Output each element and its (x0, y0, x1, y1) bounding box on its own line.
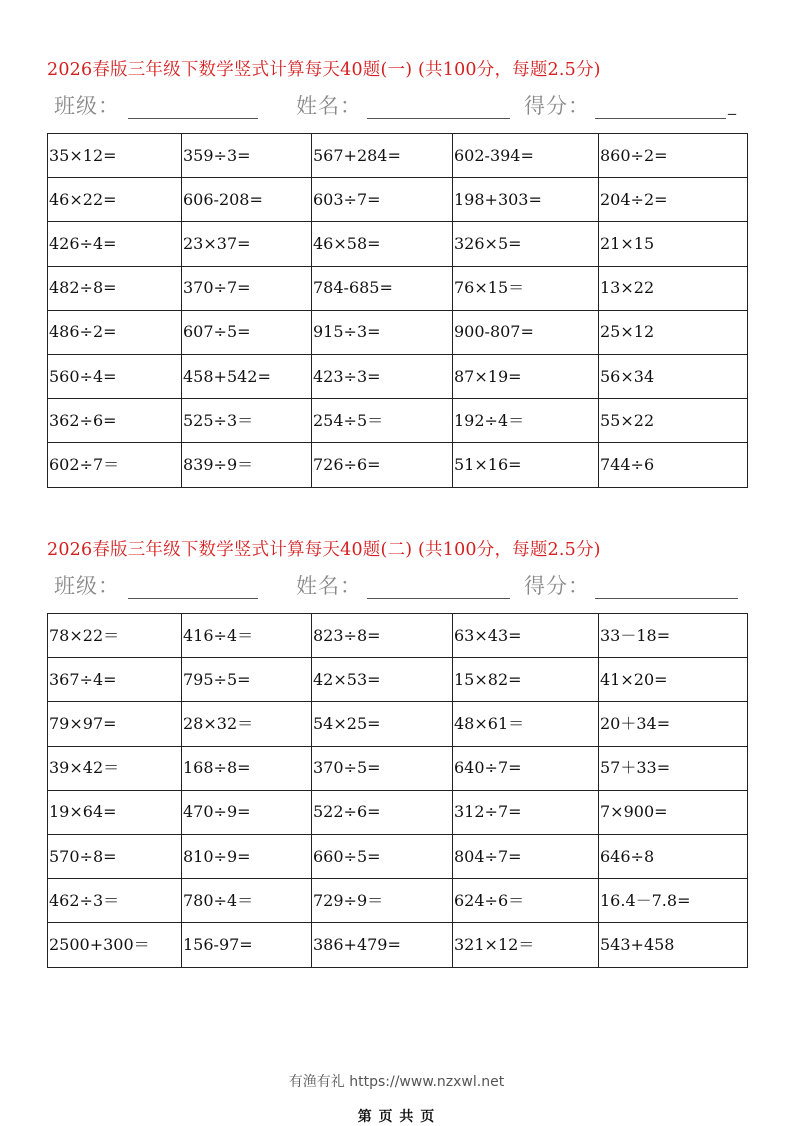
problem-cell: 810÷9= (182, 834, 312, 878)
name-label: 姓名： (296, 94, 362, 118)
student-info-row (46, 84, 748, 124)
worksheet-1 (46, 56, 748, 474)
problem-cell: 15×82= (453, 658, 599, 702)
problem-cell: 33－18= (599, 614, 748, 658)
problem-cell: 51×16= (453, 443, 599, 487)
problem-cell: 795÷5= (182, 658, 312, 702)
class-label: 班级： (54, 574, 120, 598)
problem-cell: 602÷7＝ (48, 443, 182, 487)
problem-cell: 41×20= (599, 658, 748, 702)
problem-cell: 46×58= (312, 222, 453, 266)
problem-cell: 560÷4= (48, 354, 182, 398)
problem-cell: 42×53= (312, 658, 453, 702)
problem-cell: 426÷4= (48, 222, 182, 266)
student-info-row (46, 564, 748, 604)
problem-cell: 48×61＝ (453, 702, 599, 746)
problem-cell: 7×900= (599, 790, 748, 834)
worksheet-title: 2026春版三年级下数学竖式计算每天40题(二) (共100分，每题2.5分) (47, 540, 601, 560)
problem-cell: 254÷5＝ (312, 399, 453, 443)
worksheet-2 (46, 536, 748, 954)
problem-row (48, 134, 748, 178)
problem-cell: 79×97= (48, 702, 182, 746)
problem-cell: 486÷2= (48, 310, 182, 354)
problem-cell: 35×12= (48, 134, 182, 178)
problem-cell: 367÷4= (48, 658, 182, 702)
problem-table (47, 613, 748, 968)
problem-cell: 2500+300＝ (48, 923, 182, 967)
problem-cell: 660÷5= (312, 834, 453, 878)
problem-cell: 780÷4＝ (182, 879, 312, 923)
problem-row (48, 310, 748, 354)
problem-cell: 386+479= (312, 923, 453, 967)
problem-cell: 312÷7= (453, 790, 599, 834)
problem-cell: 63×43= (453, 614, 599, 658)
problem-cell: 326×5= (453, 222, 599, 266)
problem-row (48, 790, 748, 834)
problem-row (48, 614, 748, 658)
problem-cell: 192÷4＝ (453, 399, 599, 443)
problem-cell: 321×12＝ (453, 923, 599, 967)
problem-row (48, 354, 748, 398)
problem-cell: 370÷7= (182, 266, 312, 310)
problem-cell: 370÷5= (312, 746, 453, 790)
problem-row (48, 443, 748, 487)
problem-cell: 46×22= (48, 178, 182, 222)
problem-cell: 87×19= (453, 354, 599, 398)
problem-cell: 525÷3＝ (182, 399, 312, 443)
problem-table (47, 133, 748, 488)
problem-cell: 416÷4＝ (182, 614, 312, 658)
score-blank (595, 118, 726, 119)
problem-row (48, 222, 748, 266)
class-blank (128, 118, 258, 119)
class-label: 班级： (54, 94, 120, 118)
problem-cell: 28×32＝ (182, 702, 312, 746)
score-label: 得分： (524, 94, 590, 118)
problem-cell: 522÷6= (312, 790, 453, 834)
problem-cell: 204÷2= (599, 178, 748, 222)
problem-cell: 13×22 (599, 266, 748, 310)
problem-row (48, 266, 748, 310)
problem-cell: 543+458 (599, 923, 748, 967)
problem-cell: 570÷8= (48, 834, 182, 878)
problem-cell: 21×15 (599, 222, 748, 266)
problem-cell: 744÷6 (599, 443, 748, 487)
problem-cell: 20＋34= (599, 702, 748, 746)
problem-cell: 462÷3＝ (48, 879, 182, 923)
problem-cell: 482÷8= (48, 266, 182, 310)
problem-cell: 646÷8 (599, 834, 748, 878)
problem-cell: 423÷3= (312, 354, 453, 398)
problem-cell: 602-394= (453, 134, 599, 178)
problem-cell: 56×34 (599, 354, 748, 398)
problem-cell: 23×37= (182, 222, 312, 266)
problem-cell: 55×22 (599, 399, 748, 443)
problem-cell: 470÷9= (182, 790, 312, 834)
problem-cell: 567+284= (312, 134, 453, 178)
problem-cell: 198+303= (453, 178, 599, 222)
problem-cell: 603÷7= (312, 178, 453, 222)
problem-cell: 359÷3= (182, 134, 312, 178)
problem-cell: 606-208= (182, 178, 312, 222)
problem-cell: 16.4－7.8= (599, 879, 748, 923)
problem-cell: 156-97= (182, 923, 312, 967)
problem-row (48, 658, 748, 702)
problem-cell: 729÷9＝ (312, 879, 453, 923)
problem-cell: 915÷3= (312, 310, 453, 354)
problem-cell: 726÷6= (312, 443, 453, 487)
name-blank (367, 118, 510, 119)
problem-cell: 57＋33= (599, 746, 748, 790)
problem-cell: 362÷6= (48, 399, 182, 443)
problem-cell: 860÷2= (599, 134, 748, 178)
name-label: 姓名： (296, 574, 362, 598)
problem-cell: 76×15＝ (453, 266, 599, 310)
problem-cell: 168÷8= (182, 746, 312, 790)
problem-cell: 839÷9＝ (182, 443, 312, 487)
score-label: 得分： (524, 574, 590, 598)
problem-cell: 458+542= (182, 354, 312, 398)
problem-cell: 607÷5= (182, 310, 312, 354)
problem-row (48, 178, 748, 222)
problem-cell: 784-685= (312, 266, 453, 310)
problem-cell: 19×64= (48, 790, 182, 834)
worksheet-title: 2026春版三年级下数学竖式计算每天40题(一) (共100分，每题2.5分) (47, 60, 601, 80)
footer-site-text: 有渔有礼 https://www.nzxwl.net (288, 1074, 505, 1090)
name-blank (367, 598, 510, 599)
problem-cell: 78×22＝ (48, 614, 182, 658)
problem-cell: 54×25= (312, 702, 453, 746)
problem-cell: 624÷6＝ (453, 879, 599, 923)
problem-row (48, 746, 748, 790)
problem-row (48, 834, 748, 878)
problem-cell: 900-807= (453, 310, 599, 354)
problem-row (48, 399, 748, 443)
problem-row (48, 702, 748, 746)
score-blank-tail: _ (728, 96, 736, 115)
problem-cell: 25×12 (599, 310, 748, 354)
problem-row (48, 923, 748, 967)
problem-cell: 39×42＝ (48, 746, 182, 790)
problem-row (48, 879, 748, 923)
footer-page-number: 第 页 共 页 (357, 1109, 436, 1125)
score-blank (595, 598, 738, 599)
class-blank (128, 598, 258, 599)
problem-cell: 640÷7= (453, 746, 599, 790)
problem-cell: 804÷7= (453, 834, 599, 878)
problem-cell: 823÷8= (312, 614, 453, 658)
